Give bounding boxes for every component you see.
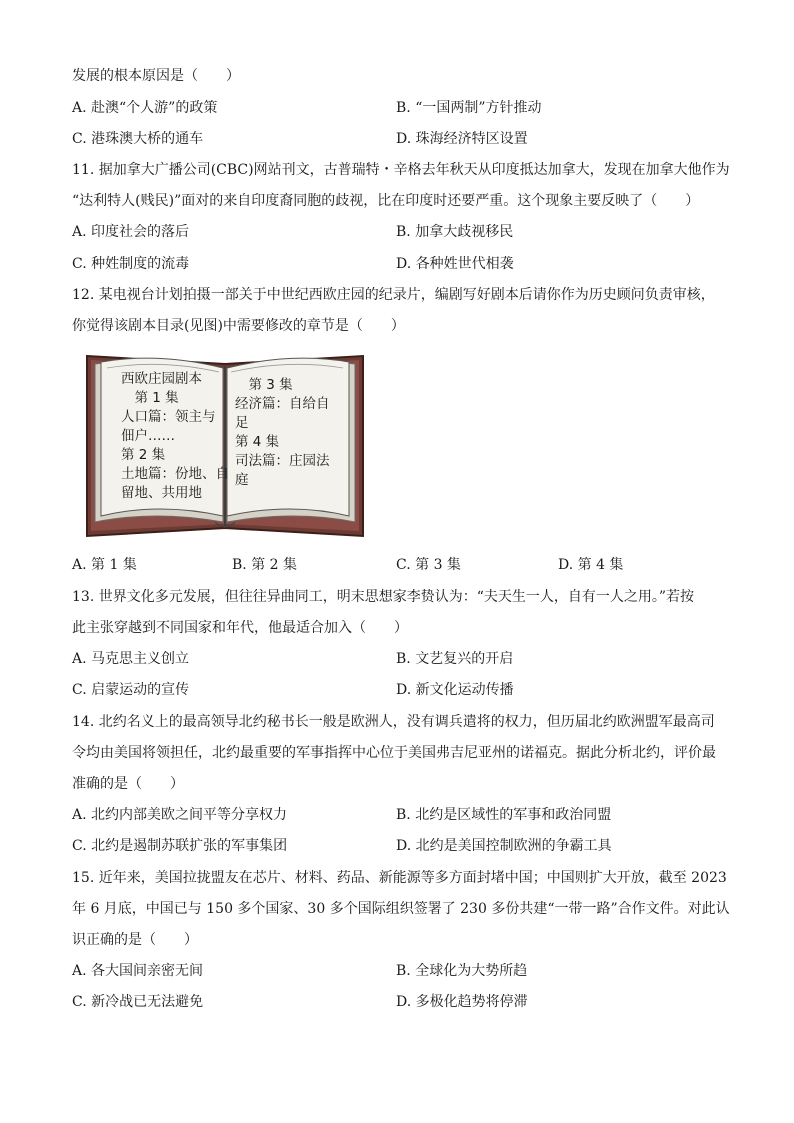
q14-option-c[interactable]: C. 北约是遏制苏联扩张的军事集团 xyxy=(72,838,288,854)
q10-option-d[interactable]: D. 珠海经济特区设置 xyxy=(396,131,528,147)
question-12-stem-line1: 12. 某电视台计划拍摄一部关于中世纪西欧庄园的纪录片，编剧写好剧本后请你作为历史顾问负责审核， xyxy=(72,287,715,303)
q14-option-b[interactable]: B. 北约是区域性的军事和政治同盟 xyxy=(396,807,612,823)
book-right-line-5: 司法篇：庄园法 xyxy=(235,453,330,469)
question-11-stem-line1: 11. 据加拿大广播公司(CBC)网站刊文，古普瑞特・辛格去年秋天从印度抵达加拿大，发现在加拿大他作为 xyxy=(72,162,730,178)
q12-option-a[interactable]: A. 第 1 集 xyxy=(72,557,137,573)
question-10-stem-tail: 发展的根本原因是（ ） xyxy=(72,68,240,84)
question-15-stem-line3: 识正确的是（ ） xyxy=(72,932,198,948)
book-right-line-1: 第 3 集 xyxy=(235,377,293,393)
book-right-line-4: 第 4 集 xyxy=(235,434,280,450)
q13-option-d[interactable]: D. 新文化运动传播 xyxy=(396,682,514,698)
q15-option-a[interactable]: A. 各大国间亲密无间 xyxy=(72,963,204,979)
q15-option-b[interactable]: B. 全球化为大势所趋 xyxy=(396,963,528,979)
question-15-stem-line2: 年 6 月底，中国已与 150 多个国家、30 多个国际组织签署了 230 多份共建“一带一路”合作文件。对此认 xyxy=(72,901,730,917)
q15-option-c[interactable]: C. 新冷战已无法避免 xyxy=(72,994,204,1010)
q14-option-d[interactable]: D. 北约是美国控制欧洲的争霸工具 xyxy=(396,838,612,854)
question-14-stem-line1: 14. 北约名义上的最高领导北约秘书长一般是欧洲人，没有调兵遣将的权力，但历届北约欧洲盟军最高司 xyxy=(72,714,715,730)
question-12-stem-line2: 你觉得该剧本目录(见图)中需要修改的章节是（ ） xyxy=(72,318,405,334)
script-book-figure xyxy=(85,350,365,540)
question-14-stem-line3: 准确的是（ ） xyxy=(72,776,184,792)
book-right-line-3: 足 xyxy=(235,415,249,431)
q11-option-c[interactable]: C. 种姓制度的流毒 xyxy=(72,256,190,272)
book-right-line-2: 经济篇：自给自 xyxy=(235,396,330,412)
q13-option-c[interactable]: C. 启蒙运动的宣传 xyxy=(72,682,190,698)
question-15-stem-line1: 15. 近年来，美国拉拢盟友在芯片、材料、药品、新能源等多方面封堵中国；中国则扩大开放，截至 2023 xyxy=(72,870,727,886)
q12-option-b[interactable]: B. 第 2 集 xyxy=(232,557,297,573)
q11-option-b[interactable]: B. 加拿大歧视移民 xyxy=(396,224,514,240)
q10-option-c[interactable]: C. 港珠澳大桥的通车 xyxy=(72,131,204,147)
book-left-line-7: 留地、共用地 xyxy=(121,485,202,501)
book-left-line-6: 土地篇：份地、自 xyxy=(121,466,229,482)
book-left-line-3: 人口篇：领主与 xyxy=(121,409,216,425)
q12-option-c[interactable]: C. 第 3 集 xyxy=(396,557,461,573)
question-14-stem-line2: 令均由美国将领担任，北约最重要的军事指挥中心位于美国弗吉尼亚州的诺福克。据此分析北约，评价最 xyxy=(72,745,716,761)
q12-option-d[interactable]: D. 第 4 集 xyxy=(558,557,624,573)
question-13-stem-line2: 此主张穿越到不同国家和年代，他最适合加入（ ） xyxy=(72,620,408,636)
q13-option-b[interactable]: B. 文艺复兴的开启 xyxy=(396,651,514,667)
q13-option-a[interactable]: A. 马克思主义创立 xyxy=(72,651,190,667)
q15-option-d[interactable]: D. 多极化趋势将停滞 xyxy=(396,994,528,1010)
question-13-stem-line1: 13. 世界文化多元发展，但往往异曲同工，明末思想家李贽认为：“夫天生一人，自有一人之用。”若按 xyxy=(72,589,695,605)
book-left-line-4: 佃户…… xyxy=(121,428,175,444)
q10-option-a[interactable]: A. 赴澳“个人游”的政策 xyxy=(72,100,218,116)
q11-option-a[interactable]: A. 印度社会的落后 xyxy=(72,224,190,240)
book-left-line-5: 第 2 集 xyxy=(121,447,166,463)
question-11-stem-line2: “达利特人(贱民)”面对的来自印度裔同胞的歧视，比在印度时还要严重。这个现象主要反映了（ ） xyxy=(72,193,700,209)
book-right-line-6: 庭 xyxy=(235,472,249,488)
q11-option-d[interactable]: D. 各种姓世代相袭 xyxy=(396,256,514,272)
book-left-line-2: 第 1 集 xyxy=(121,390,179,406)
q10-option-b[interactable]: B. “一国两制”方针推动 xyxy=(396,100,542,116)
q14-option-a[interactable]: A. 北约内部美欧之间平等分享权力 xyxy=(72,807,288,823)
book-left-line-1: 西欧庄园剧本 xyxy=(121,371,202,387)
